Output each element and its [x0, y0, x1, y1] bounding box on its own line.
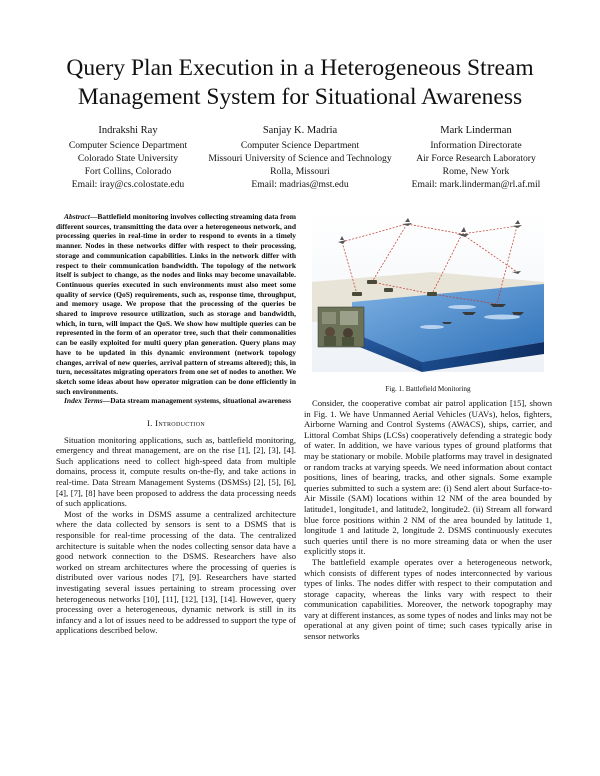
author-dept: Computer Science Department: [240, 140, 360, 151]
intro-paragraph-1: Situation monitoring applications, such as, battlefield monitoring, emergency and threat management, are on the rise [1], [2], [3], [4]. Such applications need to collect high-speed data from multiple domains, process it, compute results on-the-fly, and take actions in real-time. Data Stream Management Systems (DSMSs) [2], [5], [6], [4], [7], [8] have been proposed to address the data processing needs of such applications.: [56, 434, 296, 509]
author-org: Missouri University of Science and Technology: [208, 153, 392, 164]
vehicle-icon: [367, 280, 377, 284]
title-line-2: Management System for Situational Awareness: [77, 84, 523, 110]
battlefield-illustration: [312, 212, 544, 372]
index-terms-text: —Data stream management systems, situational awareness: [102, 396, 292, 406]
author-name: Mark Linderman: [440, 125, 512, 136]
author-org: Air Force Research Laboratory: [416, 153, 536, 164]
right-paragraph-2: The battlefield example operates over a heterogeneous network, which consists of different types of nodes interconnected by various types of links. The nodes differ with respect to their computation and storage capacity, whereas the links vary with respect to their communication capabilities. Moreover, the network topography may vary at different instances, as some types of nodes and links may not be operational at any given point of time; such cases typically arise in sensor networks: [304, 556, 552, 642]
author-dept: Computer Science Department: [68, 140, 188, 151]
author-dept: Information Directorate: [430, 140, 522, 151]
author-email: Email: madrias@mst.edu: [251, 179, 349, 190]
figure-1: [304, 212, 552, 393]
abstract-text: —Battlefield monitoring involves collecting streaming data from different sources, transmitting the data over a heterogeneous network, and processing queries in real-time in order to respond to events in a timely manner. Nodes in these networks differ with respect to their processing, storage and communication capabilities. Links in the network differ with respect to their communication bandwidth. The topology of the network itself is subject to change, as the nodes and links may become unavailable. Continuous queries executed in such environments must also meet some quality of service (QoS) requirements, such as, response time, throughput, and memory usage. We propose that the processing of the queries be shared to improve resource utilization, such as storage and bandwidth, which, in turn, will impact the QoS. We show how multiple queries can be represented in the form of an operator tree, such that their commonalities can be easily exploited for multi query plan generation. Query plans may have to be updated in this dynamic environment (network topology changes, arrival of new queries, arrival pattern of streams altered); this, in turn, necessitates migrating operators from one set of nodes to another. We sketch some ideas about how operator migration can be done efficiently in such environments.: [56, 212, 296, 396]
index-terms: [56, 396, 296, 406]
author-city: Fort Collins, Colorado: [84, 166, 172, 177]
index-terms-lead: Index Terms: [64, 396, 103, 406]
right-paragraph-1: Consider, the cooperative combat air patrol application [15], shown in Fig. 1. We have Unmanned Aerial Vehicles (UAVs), helos, fighters, Airborne Warning and Control Systems (AWACS), ships, carrier, and Littoral Combat Ships (LCSs) cooperatively defending a strategic body of water. In addition, we have various types of ground platforms that may be stationary or mobile. Mobile platforms may travel in designated or random tracks at varying speeds. We need information about contact positions, lines of bearing, tracks, and other signals. Some example queries submitted to such a system are: (i) Send alert about Surface-to-Air Missile (SAM) locations within 12 NM of the area bounded by latitude1, longitude1, and latitude2, longitude2. (ii) Stream all forward blue force positions within 2 NM of the area bounded by latitude 1, longitude 1 and latitude 2, longitude 2. DSMS continuously executes such queries until there is no more streaming data or when the user explicitly stops it.: [304, 398, 552, 557]
abstract-lead: Abstract: [64, 212, 90, 221]
author-3: [396, 124, 556, 191]
author-email: Email: mark.linderman@rl.af.mil: [411, 179, 541, 190]
title-line-1: Query Plan Execution in a Heterogeneous Stream: [66, 55, 534, 81]
author-email: Email: iray@cs.colostate.edu: [71, 179, 185, 190]
section-heading-introduction: I. Introduction: [146, 418, 206, 429]
figure-caption: Fig. 1. Battlefield Monitoring: [385, 385, 471, 393]
author-2: [200, 124, 400, 191]
abstract: [56, 212, 296, 396]
vehicle-icon: [384, 288, 393, 292]
author-city: Rolla, Missouri: [270, 166, 330, 177]
author-city: Rome, New York: [442, 166, 510, 177]
paper-title: [40, 54, 560, 112]
author-1: [48, 124, 208, 191]
author-org: Colorado State University: [77, 153, 179, 164]
author-name: Indrakshi Ray: [98, 125, 158, 136]
command-center-photo: [318, 307, 364, 347]
vehicle-icon: [427, 292, 437, 296]
right-column: [304, 212, 552, 642]
vehicle-icon: [352, 292, 362, 296]
intro-paragraph-2: Most of the works in DSMS assume a centralized architecture where the data collected by sensors is sent to a DSMS that is responsible for real-time processing of the data. The centralized architecture is suitable when the nodes collecting sensor data have a good network connection to the DSMS. Researchers have also worked on stream architectures where the processing of queries is distributed over various nodes [7], [9]. Researchers have started investigating several issues pertaining to stream processing over heterogeneous networks [10], [11], [12], [13], [14]. However, query processing over a heterogeneous, dynamic network is still in its infancy and a lot of issues need to be addressed to support the type of applications described below.: [56, 508, 296, 636]
author-name: Sanjay K. Madria: [262, 125, 338, 136]
left-column: [56, 212, 296, 636]
